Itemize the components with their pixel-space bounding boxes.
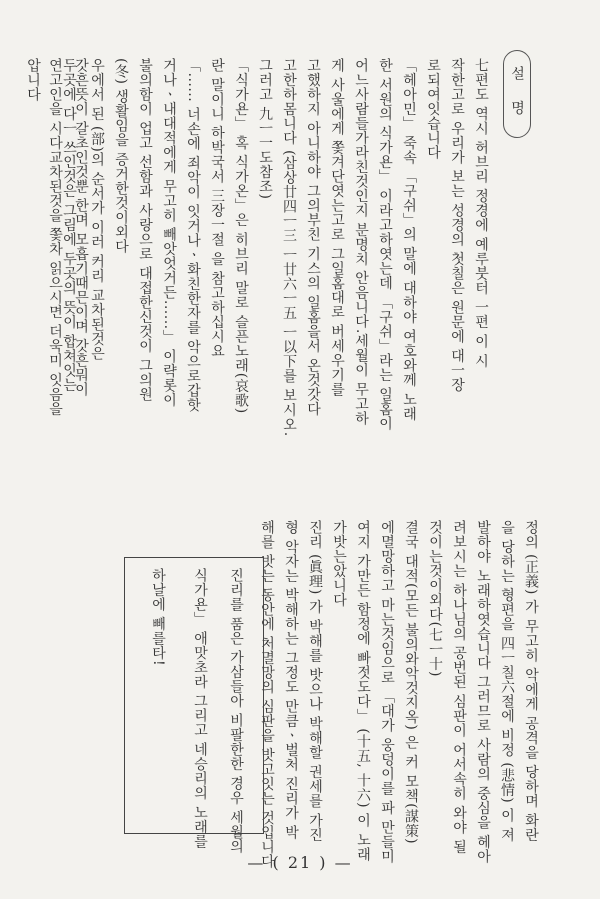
verse-line: 식가욘」 애맛초라 그리고 네승리의 노래를 — [192, 568, 208, 849]
text-column: 어느사람들가라친것인지 분명치 안음니다.세월이 무고하 — [353, 58, 369, 426]
text-column: 고한하몸니다 (삼상廿四ㅡ三 ㅡ廿六ㅡ五 ㅡ以下를 보시오. — [281, 58, 297, 437]
text-column: 「헤아민」 죽속 「구쉬」의 말에 대하야 여호와께 노래 — [401, 58, 417, 422]
text-column: 가밧는았니다 — [331, 520, 347, 607]
text-column: 려보시는 하나님의 공번된 심판이 어서속히 와야 될 — [451, 520, 467, 855]
text-column: 거나ㆍ내대적에게 무고히 빼앗엇거든......」 이략롯이 — [161, 58, 177, 408]
text-column: 발하야 노래하엿습니다 그러므로 사람의 중심을 헤아 — [475, 520, 491, 864]
text-column: 압니다 — [25, 58, 41, 102]
page-number: — ( 21 ) — — [247, 853, 353, 872]
text-column: 여지 가만든 함정에 빠젓도다」 (十五, 十六) 이 노래 — [355, 520, 371, 862]
text-column: 해를 밧는 동안에 처멸망의 심판을 밧고잇는 것입니다 — [259, 520, 275, 869]
text-column: 七편도 역시 허브리 정경에 예루붓터 一편 이 시 — [473, 58, 489, 369]
text-column: 두곳에 다ㅡ 쓰인것은 그림에 두곳의 뜻이 합쳐잇는 — [61, 58, 77, 393]
boxed-verse — [124, 557, 264, 854]
text-column: 정의 (正義) 가 무고히 악에게 공격을 당하며 화란 — [523, 520, 539, 843]
text-column: 그러고 九ㅡ一도참조) — [257, 58, 273, 200]
verse-line: 진리를 품은 가삼들아 비팔한한 경우 세월의 — [228, 568, 244, 854]
text-column: 한 서원의 식가욘」 이라고하엿는데 「구쉬」라는 일홈이 — [377, 58, 393, 431]
text-column: 게 사울에게 쫓겨단엿는고로 그일홈대로 버세우기를 — [329, 58, 345, 397]
text-column: 것이는것이외다(七ㅡ十) — [427, 520, 443, 677]
verse-line: 하날에 빼를타! — [150, 568, 166, 667]
text-column: 연고인을 시다교차된것을 쫓차 읽으시면 더욱미 잇음을 — [47, 58, 63, 417]
text-column: (冬) 생활임을 증거한것이외다 — [113, 58, 129, 254]
text-column: 진리 (眞理) 가 박해를 밧으나 박해할 권세를 가진 — [307, 520, 323, 843]
text-column: 갓흔뜻이 갈초인것뿐 한며 모흡기때믄이며 갓흔뭐이 — [73, 58, 89, 397]
text-column: 우에서 된 (部)의 순서가 이러 커리 교차된것은 — [89, 58, 105, 361]
text-column: 형 악자는 박해하는 그정도 만큼ㆍ벌처 진리가 박 — [283, 520, 299, 840]
text-column: 「...... 너손에 죄악이 잇거나ㆍ화친한자를 악으로갑핫 — [185, 58, 201, 413]
text-column: 란 말이니 하박국서 三장一절 을 참고하십시요 — [209, 58, 225, 359]
text-column: 고했하지 아니하야 그의부친 기스의 일홈을서 온것갓다 — [305, 58, 321, 417]
text-column: 작한고로 우리가 보는 성경의 첫칠은 원문에 대一장 — [449, 58, 465, 393]
text-column: 불의함이 업고 선함과 사랑으로 대접한신것이 그의원 — [137, 58, 153, 402]
text-column: 로되여잇습니다 — [425, 58, 441, 160]
text-column: 결국 대적(모든 불의와악것지옥) 은 커 모책(謀策) — [403, 520, 419, 845]
text-column: 「식가욘」 혹 식가온」은 히브리 말로 슬픈노래(哀歌) — [233, 58, 249, 414]
text-column: 을 당하는 형편을 四ㅡ칠六절에 비정 (悲情) 이 져 — [499, 520, 515, 843]
section-heading: 설 명 — [503, 50, 531, 138]
text-column: 에멸망하고 마는것임으로 「대가 웅덩이를 파 만들미 — [379, 520, 395, 864]
